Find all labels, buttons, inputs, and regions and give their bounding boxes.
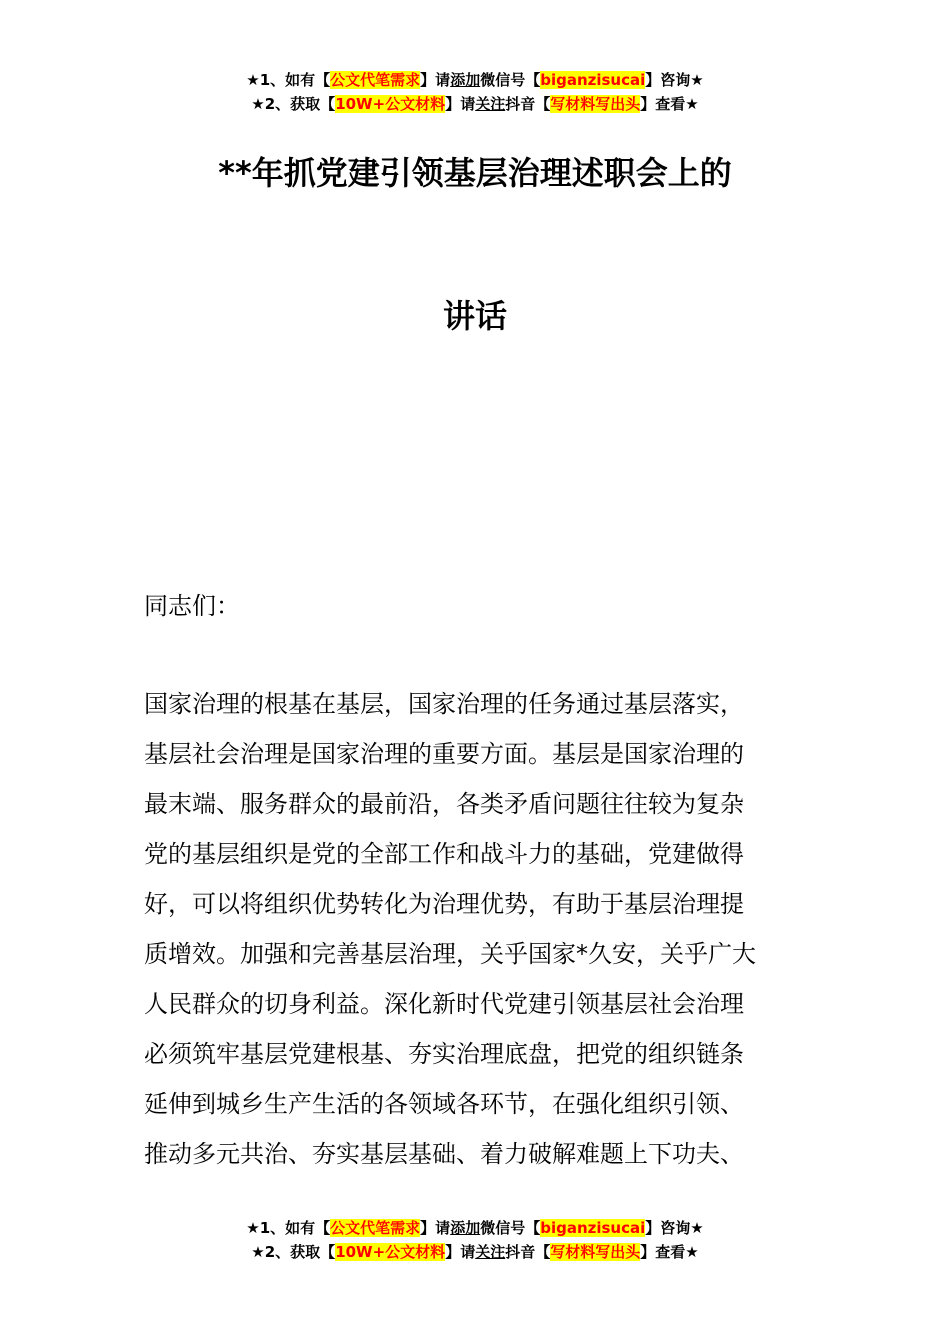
banner-text: 抖音【 <box>505 1243 551 1261</box>
banner-line-1 <box>0 68 950 92</box>
banner-line-1 <box>0 1216 950 1240</box>
banner-text: ★2、获取【 <box>251 1243 336 1261</box>
banner-highlight: 10W+公文材料 <box>335 95 446 113</box>
document-title-line-1: **年抓党建引领基层治理述职会上的 <box>218 154 732 192</box>
footer-banner <box>0 1216 950 1264</box>
banner-line-2 <box>0 92 950 116</box>
banner-text: 微信号【 <box>480 1219 541 1237</box>
banner-text: 】请 <box>445 95 476 113</box>
body-line: 必须筑牢基层党建根基、夯实治理底盘，把党的组织链条 <box>144 1040 744 1068</box>
banner-text: 微信号【 <box>480 71 541 89</box>
body-line: 好，可以将组织优势转化为治理优势，有助于基层治理提 <box>144 890 744 918</box>
banner-text: 抖音【 <box>505 95 551 113</box>
banner-text: 】咨询★ <box>645 71 704 89</box>
banner-underline: 关注 <box>475 1243 506 1261</box>
body-line: 国家治理的根基在基层，国家治理的任务通过基层落实， <box>144 690 744 718</box>
document-title-line-2: 讲话 <box>442 297 507 335</box>
body-line: 党的基层组织是党的全部工作和战斗力的基础，党建做得 <box>144 840 744 868</box>
header-banner <box>0 68 950 116</box>
banner-underline: 添加 <box>450 1219 481 1237</box>
body-line: 最末端、服务群众的最前沿，各类矛盾问题往往较为复杂 <box>144 790 744 818</box>
body-line: 基层社会治理是国家治理的重要方面。基层是国家治理的 <box>144 740 744 768</box>
banner-text: ★1、如有【 <box>246 1219 331 1237</box>
body-line: 人民群众的切身利益。深化新时代党建引领基层社会治理 <box>144 990 744 1018</box>
banner-highlight: biganzisucai <box>540 71 646 89</box>
banner-highlight: 10W+公文材料 <box>335 1243 446 1261</box>
banner-text: 】查看★ <box>640 95 699 113</box>
body-line: 延伸到城乡生产生活的各领域各环节，在强化组织引领、 <box>144 1090 744 1118</box>
banner-highlight: 公文代笔需求 <box>330 1219 421 1237</box>
body-line: 推动多元共治、夯实基层基础、着力破解难题上下功夫、 <box>144 1140 744 1168</box>
banner-text: 】请 <box>445 1243 476 1261</box>
banner-highlight: 写材料写出头 <box>550 1243 641 1261</box>
banner-underline: 添加 <box>450 71 481 89</box>
salutation: 同志们： <box>144 592 240 620</box>
banner-text: ★1、如有【 <box>246 71 331 89</box>
banner-underline: 关注 <box>475 95 506 113</box>
banner-highlight: biganzisucai <box>540 1219 646 1237</box>
banner-line-2 <box>0 1240 950 1264</box>
banner-text: 】请 <box>420 1219 451 1237</box>
banner-text: 】请 <box>420 71 451 89</box>
banner-highlight: 写材料写出头 <box>550 95 641 113</box>
banner-highlight: 公文代笔需求 <box>330 71 421 89</box>
banner-text: 】咨询★ <box>645 1219 704 1237</box>
banner-text: 】查看★ <box>640 1243 699 1261</box>
body-line: 质增效。加强和完善基层治理，关乎国家*久安，关乎广大 <box>144 940 756 968</box>
banner-text: ★2、获取【 <box>251 95 336 113</box>
body-paragraph <box>144 686 814 1186</box>
